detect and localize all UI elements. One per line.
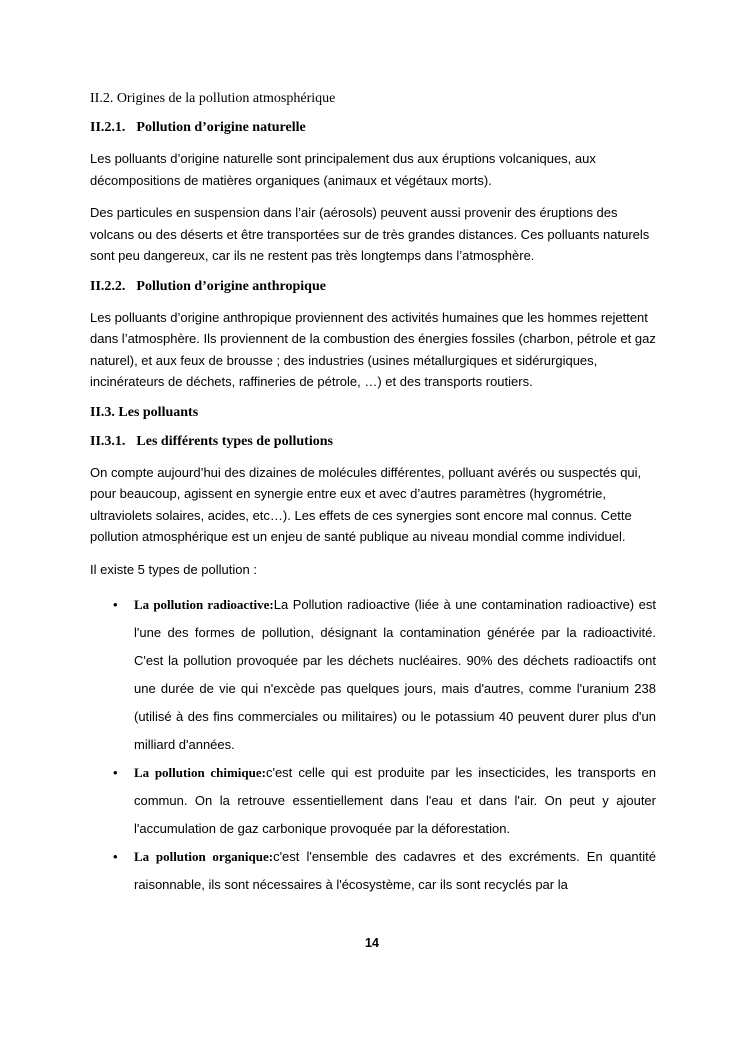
paragraph-natural-pollutants: Les polluants d’origine naturelle sont principalement dus aux éruptions volcaniques, aux décompositions de matières organiques (animaux et végétaux morts). [90, 151, 596, 188]
heading-number: II.3.1. [90, 433, 126, 449]
bullet-marker-icon: • [113, 597, 118, 612]
paragraph-five-types-intro: Il existe 5 types de pollution : [90, 561, 257, 577]
heading-title: Pollution d’origine naturelle [136, 120, 306, 135]
page-number: 14 [365, 936, 379, 950]
paragraph-molecules-synergies: On compte aujourd’hui des dizaines de molécules différentes, polluant avérés ou suspectés qui, pour beaucoup, agissent en synergie entre eux et avec d’autres paramètres (hygrométrie, ultraviolets solaires, acides, etc…). Les effets de ces synergies sont encore mal connus. Cette pollution atmosphérique est un enjeu de santé publique au niveau mondial comme individuel. [90, 464, 642, 544]
list-item-radioactive-pollution [90, 591, 656, 759]
bullet-text: c'est celle qui est produite par les insecticides, les transports en commun. On la retrouve essentiellement dans l'eau et dans l'air. On peut y ajouter l'accumulation de gaz carbonique provoquée par la déforestation. [134, 765, 656, 836]
bullet-lead: La pollution chimique: [134, 765, 266, 780]
paragraph-aerosols: Des particules en suspension dans l’air (aérosols) peuvent aussi provenir des éruptions des volcans ou des déserts et être transportées sur de très grandes distances. Ces polluants naturels sont peu dangereux, car ils ne restent pas très longtemps dans l’atmosphère. [90, 205, 650, 263]
bullet-text: c'est l'ensemble des cadavres et des excréments. En quantité raisonnable, ils sont nécessaires à l'écosystème, car ils sont recyclés par la [134, 849, 656, 892]
list-item-organic-pollution [90, 843, 656, 899]
heading-title: Les différents types de pollutions [136, 433, 333, 449]
section-heading-ii21 [90, 119, 656, 137]
bullet-marker-icon: • [113, 849, 118, 864]
bullet-text: La Pollution radioactive (liée à une contamination radioactive) est l'une des formes de pollution, désignant la contamination générée par la radioactivité. C'est la pollution provoquée par les déchets nucléaires. 90% des déchets radioactifs ont une durée de vie qui n'excède pas quelques jours, mais d'autres, comme l'uranium 238 (utilisé à des fins commerciales ou militaires) ou le potassium 40 peuvent durer plus d'un milliard d'années. [134, 597, 656, 752]
section-heading-ii31 [90, 433, 656, 451]
bullet-lead: La pollution organique: [134, 849, 274, 864]
section-heading-ii2: II.2. Origines de la pollution atmosphérique [90, 91, 336, 106]
bullet-lead: La pollution radioactive: [134, 597, 274, 612]
heading-number: II.2.1. [90, 120, 126, 135]
heading-title: Pollution d’origine anthropique [136, 278, 326, 294]
list-item-chemical-pollution [90, 759, 656, 843]
section-heading-ii3: II.3. Les polluants [90, 404, 199, 420]
paragraph-anthropic-pollutants: Les polluants d’origine anthropique proviennent des activités humaines que les hommes rejettent dans l’atmosphère. Ils proviennent de la combustion des énergies fossiles (charbon, pétrole et gaz naturel), et aux feux de brousse ; des industries (usines métallurgiques et sidérurgiques, incinérateurs de déchets, raffineries de pétrole, …) et des transports routiers. [90, 309, 656, 389]
pollution-types-list [90, 591, 656, 899]
bullet-marker-icon: • [113, 765, 118, 780]
section-heading-ii22 [90, 278, 656, 296]
heading-number: II.2.2. [90, 278, 126, 294]
